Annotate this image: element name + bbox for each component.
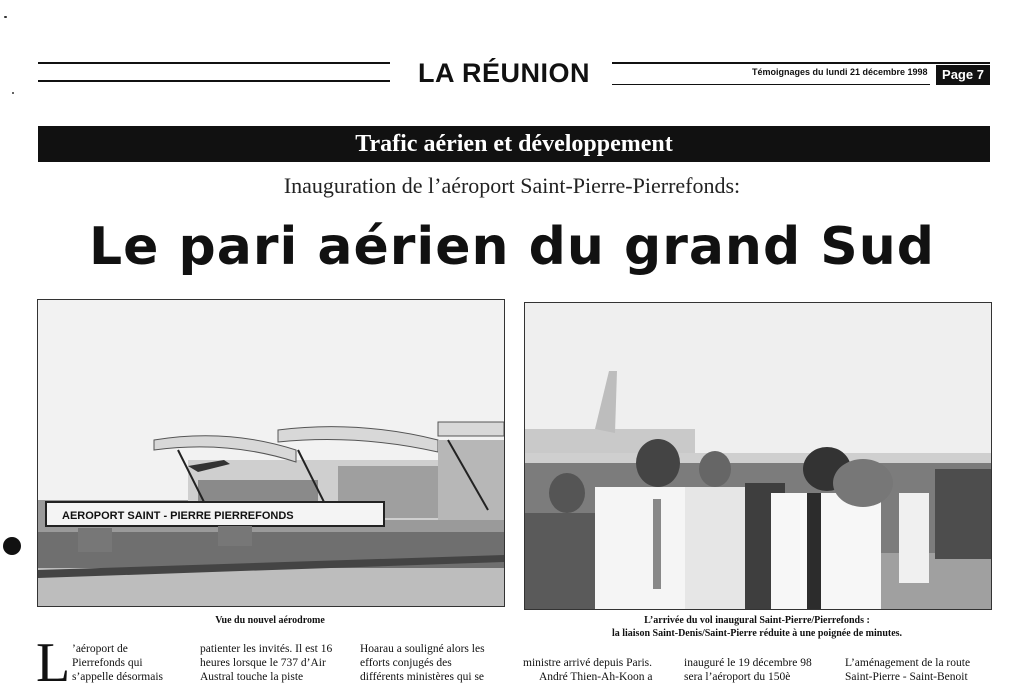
article-line: ’aéroport de — [72, 643, 128, 655]
article-column-3 — [360, 642, 502, 684]
scan-speck — [12, 92, 14, 94]
article-line: heures lorsque le 737 d’Air — [200, 657, 326, 669]
photo-caption-right-line1: L’arrivée du vol inaugural Saint-Pierre/Pierrefonds : — [644, 615, 870, 626]
article-line: différents ministères qui se — [360, 671, 485, 683]
topic-banner: Trafic aérien et développement — [38, 126, 990, 162]
arrival-illustration — [525, 303, 991, 609]
article-kicker: Inauguration de l’aéroport Saint-Pierre-Pierrefonds: — [283, 173, 741, 198]
article-line: inauguré le 19 décembre 98 — [684, 657, 812, 669]
scan-speck — [4, 16, 7, 18]
airport-sign-text: AEROPORT SAINT - PIERRE PIERREFONDS — [62, 510, 294, 522]
issue-date: Témoignages du lundi 21 décembre 1998 — [752, 67, 928, 77]
masthead-rule — [612, 84, 930, 85]
masthead-rule — [38, 80, 390, 82]
article-line: patienter les invités. Il est 16 — [200, 643, 333, 655]
article-line: ministre arrivé depuis Paris. — [523, 657, 653, 669]
masthead-rule — [612, 62, 990, 64]
article-column-4 — [523, 656, 671, 684]
article-line: Saint-Pierre - Saint-Benoit — [845, 671, 968, 683]
article-column-6 — [845, 656, 993, 684]
margin-bullet — [3, 537, 21, 555]
photo-caption-left: Vue du nouvel aérodrome — [215, 615, 325, 626]
photo-caption-right — [524, 614, 990, 640]
photo-aerodrome — [37, 299, 505, 607]
article-line: sera l’aéroport du 150è — [684, 671, 791, 683]
page-number-badge: Page 7 — [936, 65, 990, 85]
article-line: s’appelle désormais — [72, 671, 164, 683]
article-column-2 — [200, 642, 342, 684]
section-title: LA RÉUNION — [418, 58, 590, 88]
aerodrome-illustration — [38, 300, 504, 606]
photo-caption-right-line2: la liaison Saint-Denis/Saint-Pierre réduite à une poignée de minutes. — [611, 628, 903, 639]
article-line: André Thien-Ah-Koon a — [539, 671, 653, 683]
article-line: Pierrefonds qui — [72, 657, 143, 669]
article-dropcap: L — [36, 632, 71, 694]
article-line: Austral touche la piste — [200, 671, 304, 683]
article-line: efforts conjugés des — [360, 657, 452, 669]
article-line: L’aménagement de la route — [845, 657, 971, 669]
article-headline: Le pari aérien du grand Sud — [89, 217, 935, 277]
article-column-1 — [72, 642, 182, 684]
masthead-rule — [38, 62, 390, 64]
article-column-5 — [684, 656, 832, 684]
article-line: Hoarau a souligné alors les — [360, 643, 485, 655]
photo-arrival — [524, 302, 992, 610]
